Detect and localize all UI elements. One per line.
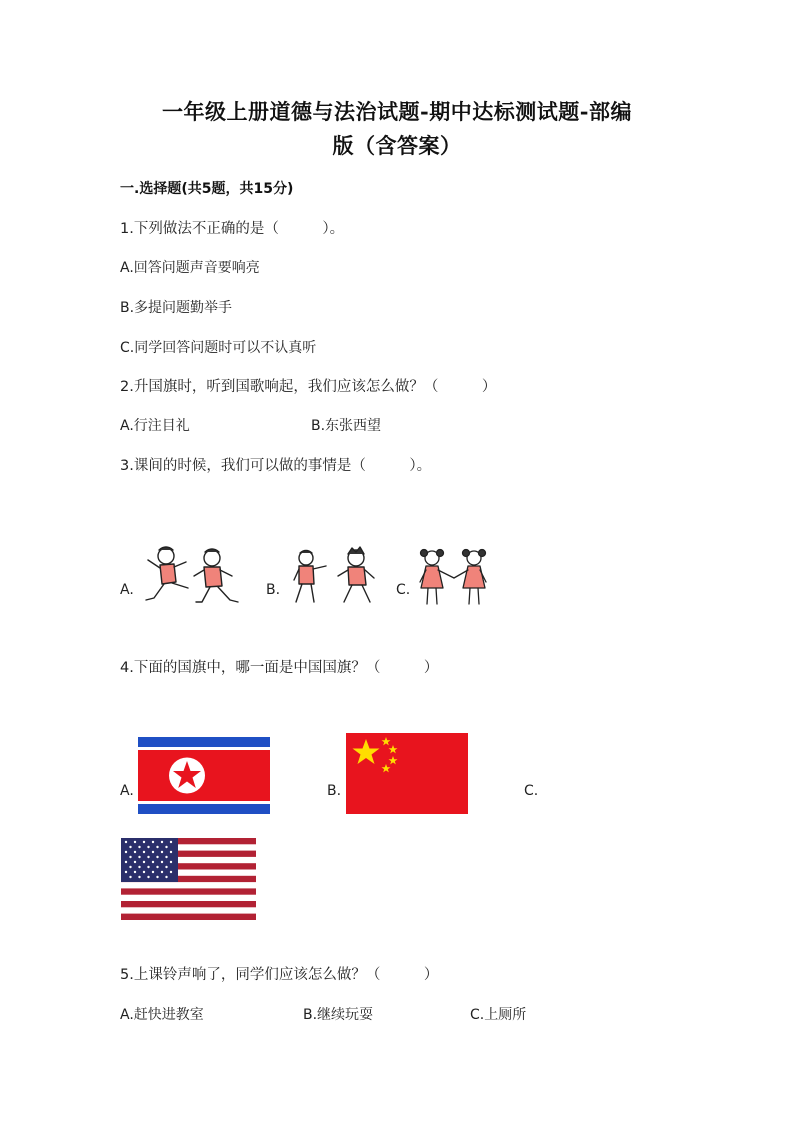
question-2-option-b: B.东张西望 <box>311 418 382 434</box>
question-4-option-a: A. <box>120 783 134 799</box>
question-2-stem: 2.升国旗时，听到国歌响起，我们应该怎么做？（ ） <box>120 379 497 395</box>
question-5-option-c: C.上厕所 <box>470 1007 527 1023</box>
girls-holding-hands-picture <box>414 544 496 608</box>
page-title-line-1: 一年级上册道德与法治试题-期中达标测试题-部编 <box>162 99 632 124</box>
kids-arguing-picture <box>286 546 382 608</box>
question-4-option-b: B. <box>327 783 342 799</box>
question-2-option-a: A.行注目礼 <box>120 418 190 434</box>
question-3-option-c: C. <box>396 582 411 598</box>
question-5-option-b: B.继续玩耍 <box>303 1007 374 1023</box>
kids-kicking-picture <box>140 540 252 610</box>
page-title-line-2: 版（含答案） <box>332 133 462 158</box>
question-3-option-a: A. <box>120 582 134 598</box>
usa-flag <box>121 838 256 920</box>
question-1-option-c: C.同学回答问题时可以不认真听 <box>120 340 317 356</box>
question-3-stem: 3.课间的时候，我们可以做的事情是（ ）。 <box>120 458 432 474</box>
section-heading: 一.选择题(共5题，共15分) <box>120 181 294 197</box>
question-3-option-b: B. <box>266 582 281 598</box>
china-flag <box>346 733 468 814</box>
north-korea-flag <box>138 737 270 814</box>
question-5-stem: 5.上课铃声响了，同学们应该怎么做？（ ） <box>120 967 439 983</box>
question-5-option-a: A.赶快进教室 <box>120 1007 204 1023</box>
question-1-stem: 1.下列做法不正确的是（ ）。 <box>120 221 345 237</box>
question-4-option-c: C. <box>524 783 539 799</box>
question-1-option-b: B.多提问题勤举手 <box>120 300 233 316</box>
question-1-option-a: A.回答问题声音要响亮 <box>120 260 260 276</box>
question-4-stem: 4.下面的国旗中，哪一面是中国国旗？（ ） <box>120 660 439 676</box>
